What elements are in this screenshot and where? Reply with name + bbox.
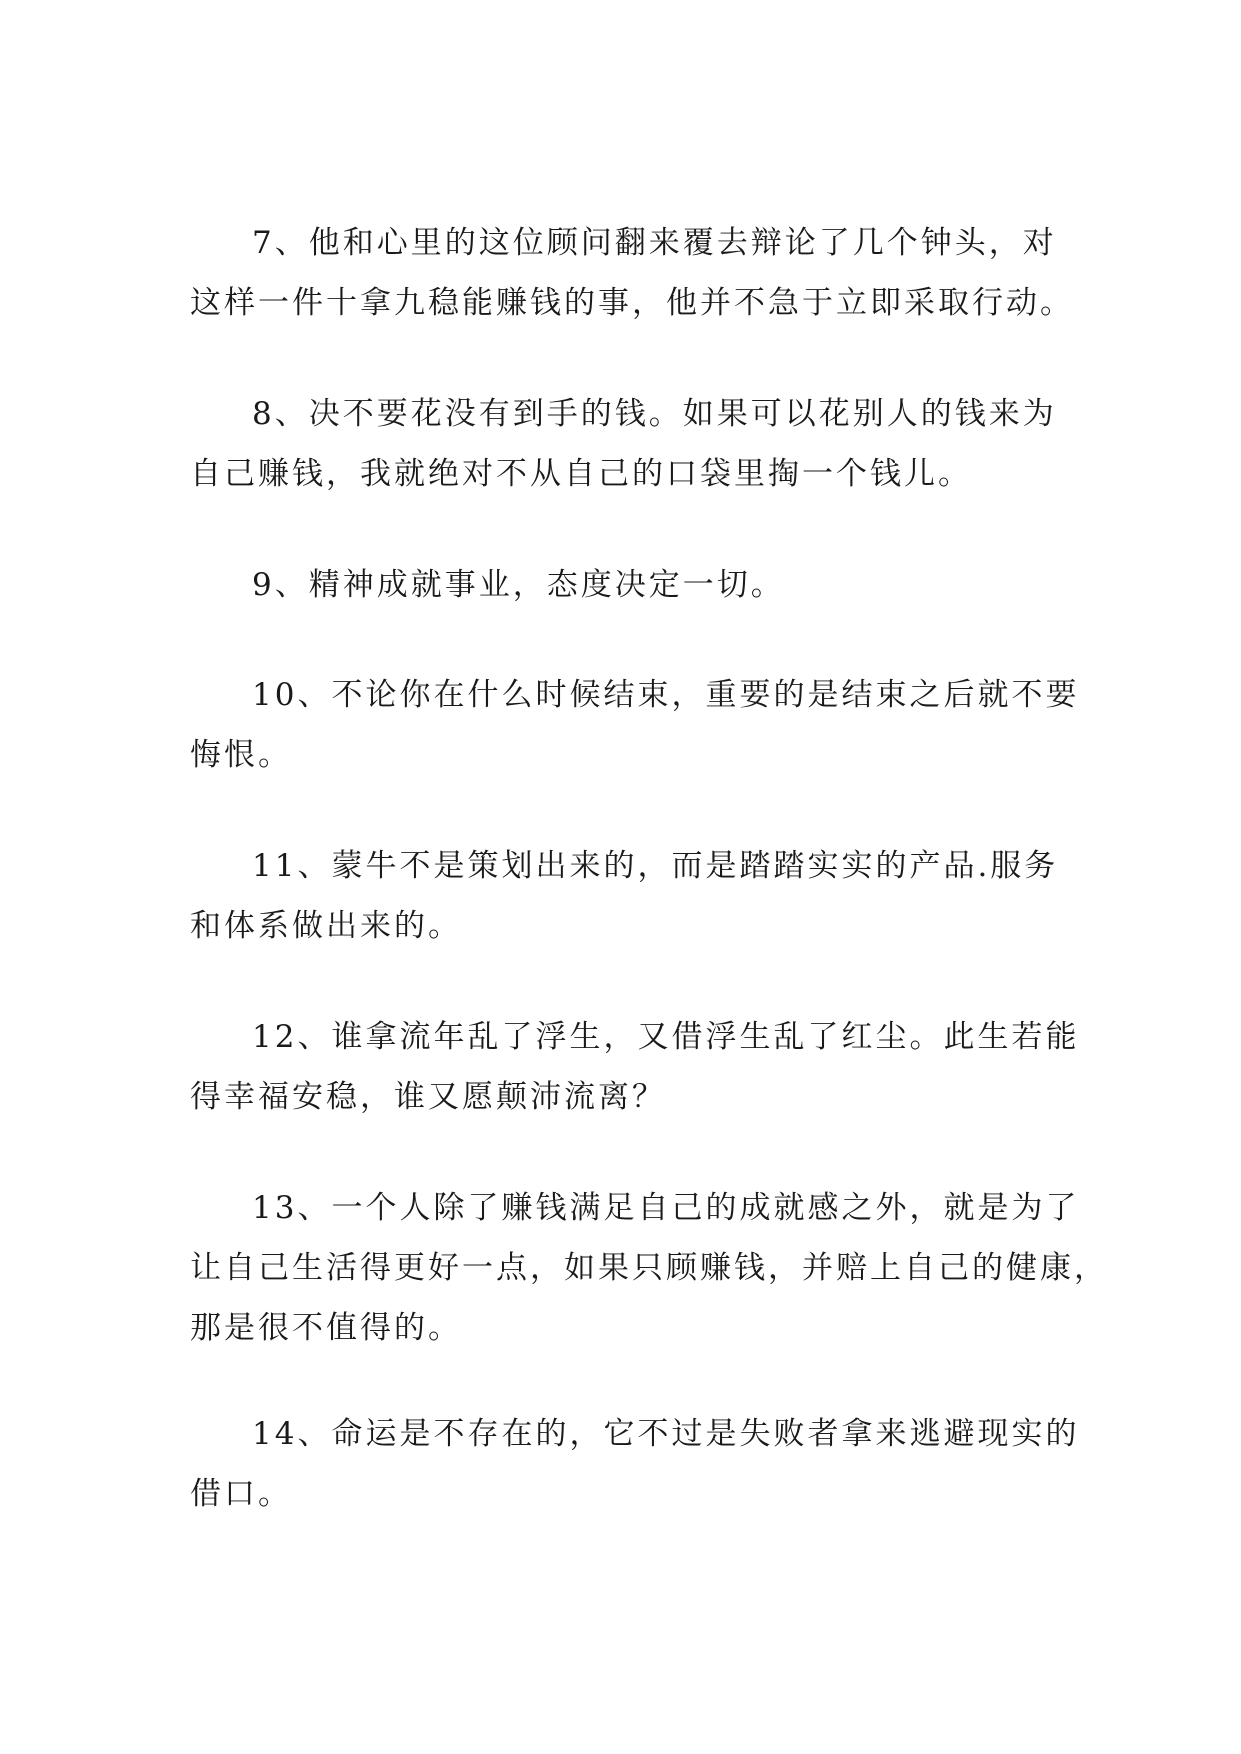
quote-line: 10、不论你在什么时候结束，重要的是结束之后就不要 xyxy=(252,677,1080,713)
quote-entry-9 xyxy=(190,555,1060,615)
quote-line: 得幸福安稳，谁又愿颠沛流离？ xyxy=(190,1079,666,1115)
quote-line: 8、决不要花没有到手的钱。如果可以花别人的钱来为 xyxy=(252,396,1057,432)
quote-entry-7 xyxy=(190,213,1074,333)
quote-entry-10 xyxy=(190,665,1080,785)
quote-line: 让自己生活得更好一点，如果只顾赚钱，并赔上自己的健康， xyxy=(190,1250,1108,1286)
quote-entry-14 xyxy=(190,1404,1080,1524)
quote-line: 借口。 xyxy=(190,1476,292,1512)
quote-entry-11 xyxy=(190,836,1060,956)
quote-line: 自己赚钱，我就绝对不从自己的口袋里掏一个钱儿。 xyxy=(190,456,972,492)
quote-line: 7、他和心里的这位顾问翻来覆去辩论了几个钟头，对 xyxy=(252,225,1057,261)
quote-line: 这样一件十拿九稳能赚钱的事，他并不急于立即采取行动。 xyxy=(190,285,1074,321)
quote-line: 和体系做出来的。 xyxy=(190,908,462,944)
quote-line: 13、一个人除了赚钱满足自己的成就感之外，就是为了 xyxy=(252,1190,1080,1226)
quote-line: 那是很不值得的。 xyxy=(190,1310,462,1346)
quote-entry-8 xyxy=(190,384,1060,504)
quote-line: 12、谁拿流年乱了浮生，又借浮生乱了红尘。此生若能 xyxy=(252,1019,1080,1055)
quote-entry-13 xyxy=(190,1178,1108,1358)
quote-line: 14、命运是不存在的，它不过是失败者拿来逃避现实的 xyxy=(252,1416,1080,1452)
quote-line: 悔恨。 xyxy=(190,737,292,773)
quote-line: 11、蒙牛不是策划出来的，而是踏踏实实的产品.服务 xyxy=(252,848,1059,884)
quote-line: 9、精神成就事业，态度决定一切。 xyxy=(252,567,785,603)
quote-entry-12 xyxy=(190,1007,1080,1127)
